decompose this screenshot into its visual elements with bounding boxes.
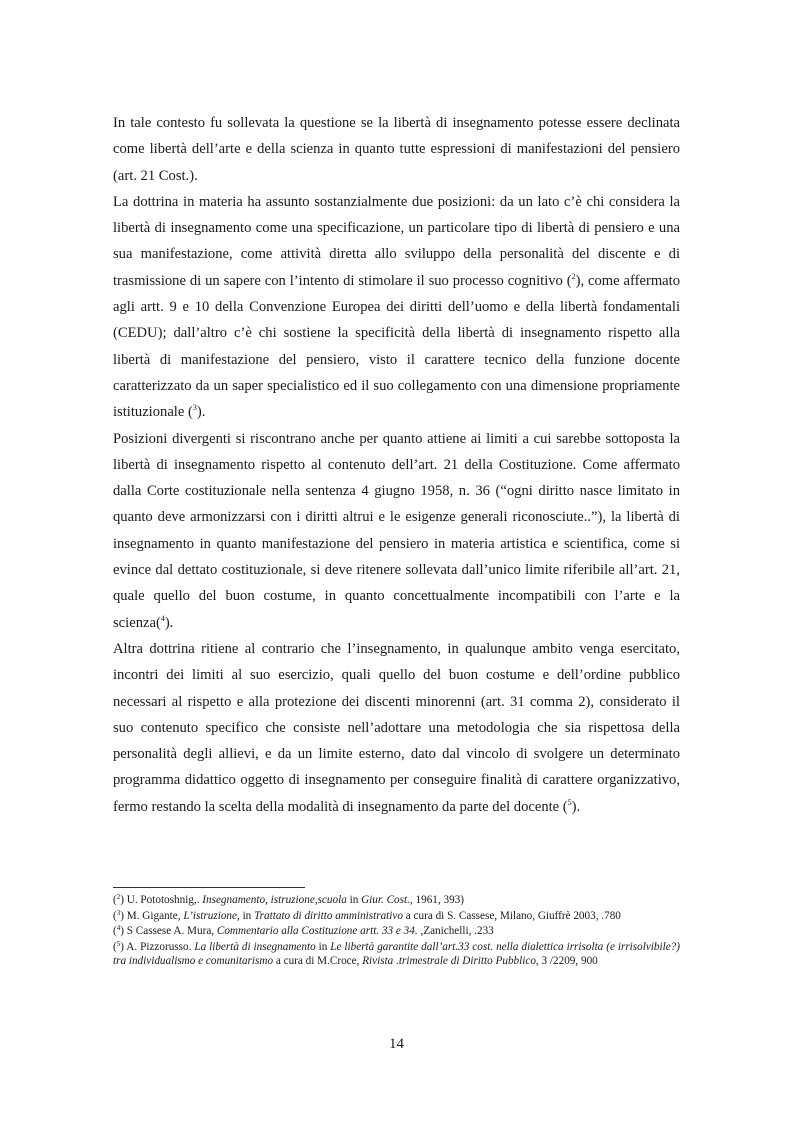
italic-text: Insegnamento, istruzione,scuola — [202, 894, 347, 906]
footnote-ref: 4 — [116, 924, 121, 933]
text-run: ). — [571, 798, 581, 815]
footnote-ref: 5 — [116, 939, 121, 948]
page-number: 14 — [389, 1036, 404, 1052]
text-run: in — [315, 940, 331, 953]
text-run: ), come affermato agli artt. 9 e 10 della Convenzione Europea dei diritti dell’uomo e della libertà fondamentali (CEDU); dall’altro c’è chi sostiene la specificità della libertà di insegnamento rispetto alla libertà di manifestazione del pensiero, visto il carattere tecnico della funzione docente caratterizzato da un saper specialistico ed il suo collegamento con una dimensione propriamente istituzionale ( — [113, 272, 680, 421]
text-run: ( — [113, 894, 117, 906]
footnote-ref: 3 — [116, 908, 121, 917]
text-run: , 3 /2209, 900 — [535, 955, 598, 968]
footnote-separator — [113, 887, 305, 888]
text-run: ,Zanichelli, .233 — [417, 925, 494, 938]
footnote — [113, 940, 680, 969]
italic-text: L’istruzione, — [183, 909, 240, 922]
text-run: ) A. Pizzorusso. — [120, 940, 195, 953]
text-run: ). — [196, 404, 206, 421]
footnote-ref: 2 — [116, 893, 121, 901]
text-run: , 1961, 393) — [409, 894, 464, 906]
footnotes — [113, 893, 680, 970]
text-run: in — [346, 894, 362, 906]
footnote — [113, 924, 680, 939]
text-run: a cura di M.Croce, — [273, 955, 363, 968]
text-run: ( — [113, 925, 117, 938]
italic-text: La libertà di insegnamento — [194, 940, 316, 953]
italic-text: Rivista .trimestrale di Diritto Pubblico — [362, 955, 536, 968]
text-run: ( — [113, 940, 117, 953]
body-text — [113, 110, 680, 820]
text-run: a cura di S. Cassese, Milano, Giuffrè 2003, .780 — [402, 909, 621, 922]
text-run: ). — [164, 614, 174, 631]
footnote — [113, 893, 680, 908]
paragraph — [113, 189, 680, 426]
text-run: ) U. Pototoshnig,. — [120, 894, 203, 906]
text-run: La dottrina in materia ha assunto sostanzialmente due posizioni: da un lato c’è chi considera la libertà di insegnamento come una specificazione, un particolare tipo di libertà di pensiero e una sua manifestazione, come attività diretta allo sviluppo della personalità del discente e di trasmissione di un sapere con l’intento di stimolare il suo processo cognitivo ( — [113, 193, 680, 289]
footnote-ref: 2 — [571, 271, 576, 281]
italic-text: Le libertà garantite dall’art.33 cost. nella dialettica irrisolta (e irrisolvibile?) tra individualismo e comunitarismo — [113, 940, 681, 968]
text-run: Altra dottrina ritiene al contrario che l’insegnamento, in qualunque ambito venga esercitato, incontri dei limiti al suo esercizio, quali quello del buon costume e dell’ordine pubblico necessari al rispetto e alla protezione dei discenti minorenni (art. 31 comma 2), considerato il suo contenuto specifico che consiste nell’adottare una metodologia che sia rispettosa della personalità degli allievi, e da un limite esterno, dato dal vincolo di svolgere un determinato programma didattico oggetto di insegnamento per conseguire finalità di carattere organizzativo, fermo restando la scelta della modalità di insegnamento da parte del docente ( — [113, 640, 680, 815]
paragraph — [113, 636, 680, 820]
text-run: in — [239, 909, 255, 922]
paragraph — [113, 426, 680, 636]
text-run: In tale contesto fu sollevata la questione se la libertà di insegnamento potesse essere declinata come libertà dell’arte e della scienza in quanto tutte espressioni di manifestazioni del pensiero (art. 21 Cost.). — [113, 115, 680, 184]
italic-text: Commentario alla Costituzione artt. 33 e 34. — [216, 925, 418, 938]
footnote-ref: 4 — [160, 613, 165, 623]
footnote — [113, 909, 680, 924]
paragraph — [113, 110, 680, 189]
italic-text: Giur. Cost. — [361, 894, 410, 906]
footnote-ref: 5 — [567, 797, 572, 807]
text-run: ) M. Gigante, — [120, 909, 184, 922]
text-run: ( — [113, 909, 117, 922]
text-run: ) S Cassese A. Mura, — [120, 925, 217, 938]
italic-text: Trattato di diritto amministrativo — [254, 909, 403, 922]
footnote-ref: 3 — [192, 403, 197, 413]
text-run: Posizioni divergenti si riscontrano anche per quanto attiene ai limiti a cui sarebbe sottoposta la libertà di insegnamento rispetto al contenuto dell’art. 21 della Costituzione. Come affermato dalla Corte costituzionale nella sentenza 4 giugno 1958, n. 36 (“ogni diritto nasce limitato in quanto deve armonizzarsi con i diritti altrui e le esigenze generali riconosciute..”), la libertà di insegnamento in quanto manifestazione del pensiero in materia artistica e scientifica, come si evince dal dettato costituzionale, si deve ritenere sollevata dall’unico limite riferibile all’art. 21, quale quello del buon costume, in quanto concettualmente incompatibili con l’arte e la scienza( — [113, 430, 680, 631]
